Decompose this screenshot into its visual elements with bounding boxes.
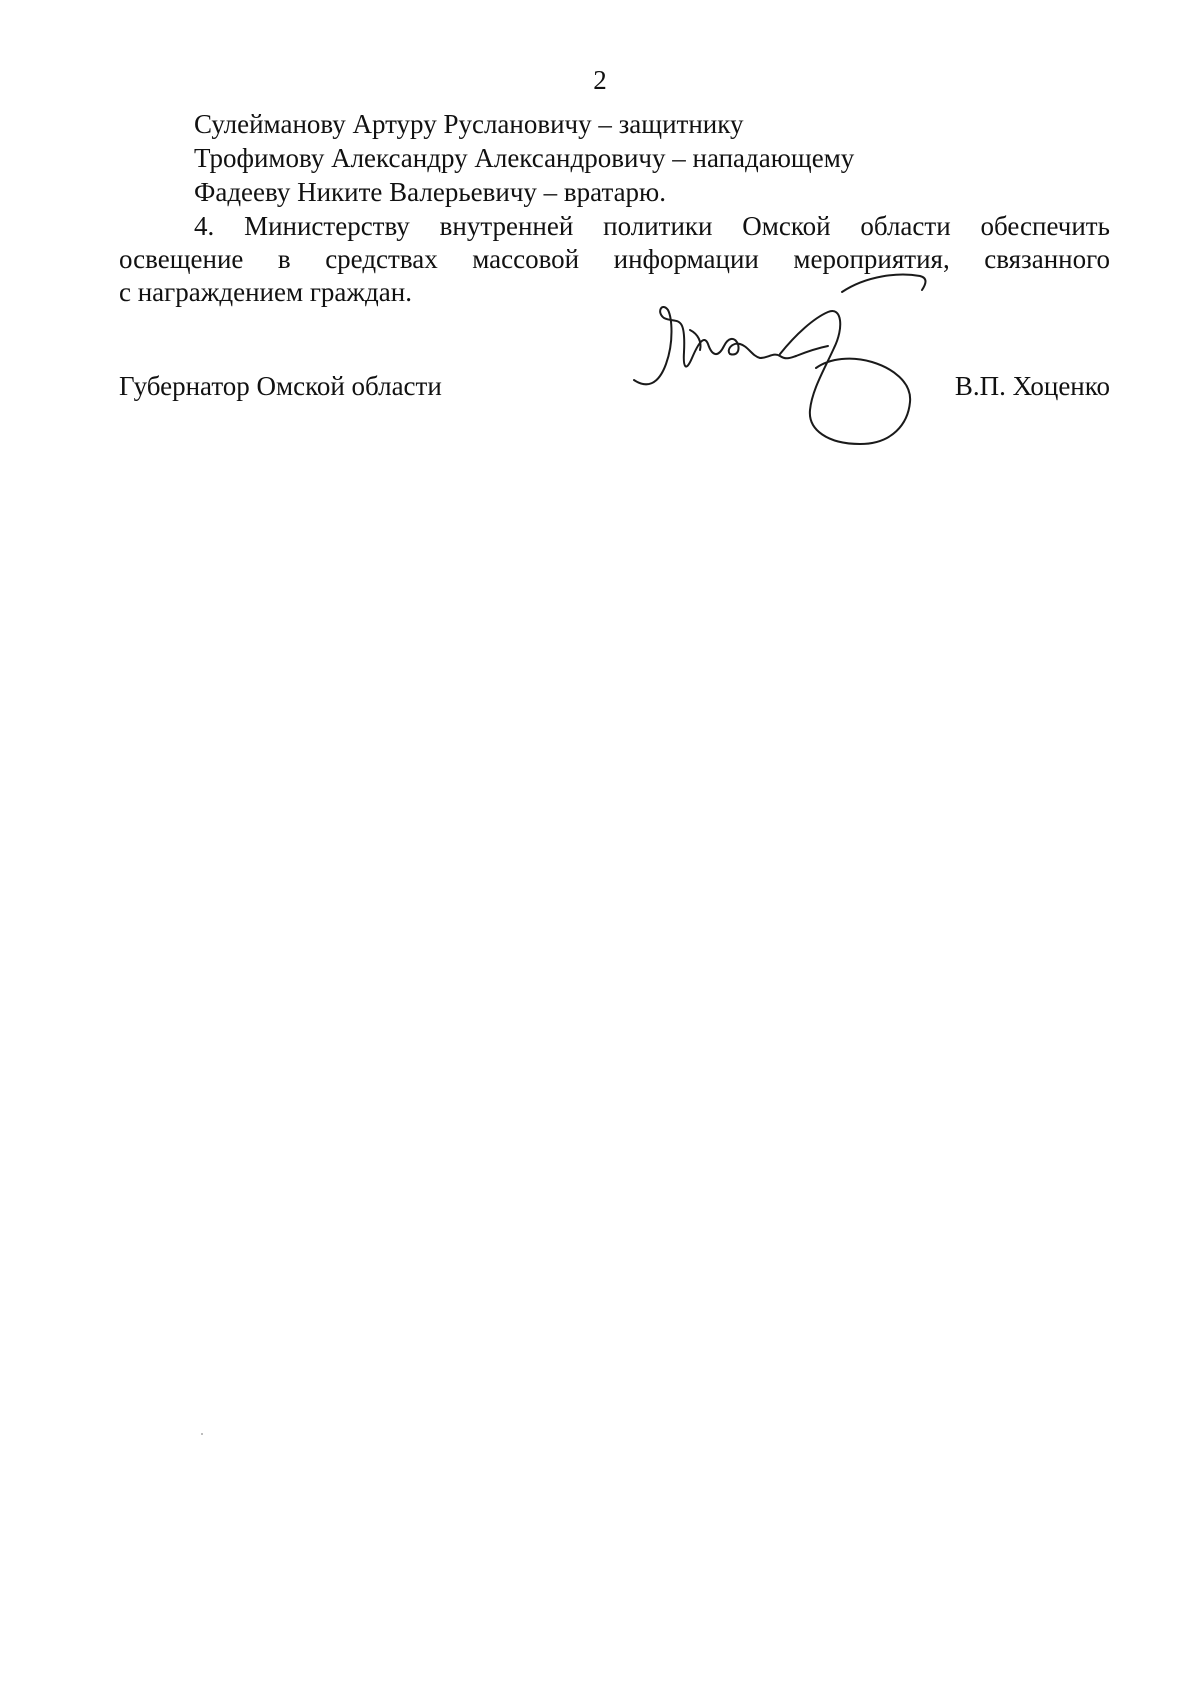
handwritten-signature [628,272,988,448]
paragraph-word: внутренней [439,211,574,241]
signature-row [119,370,1110,410]
award-line-2: Трофимову Александру Александровичу – нападающему [194,143,855,173]
paragraph-word: области [860,211,951,241]
paragraph-word: Министерству [244,211,410,241]
page-number: 2 [593,65,607,95]
scan-speck [201,1433,203,1435]
paragraph-word: в [277,244,291,274]
paragraph-word: освещение [119,244,244,274]
paragraph-word: Омской [742,211,831,241]
paragraph-word: 4. [194,211,215,241]
signer-name: В.П. Хоценко [954,371,1110,401]
paragraph-4-line-3: с награждением граждан. [119,277,412,307]
paragraph-word: обеспечить [980,211,1110,241]
paragraph-word: связанного [984,244,1110,274]
paragraph-4-line-1 [119,210,1110,242]
paragraph-word: политики [603,211,713,241]
paragraph-word: средствах [325,244,438,274]
award-line-3: Фадееву Никите Валерьевичу – вратарю. [194,177,666,207]
signer-position: Губернатор Омской области [119,371,442,401]
paragraph-word: информации [613,244,759,274]
paragraph-word: мероприятия, [793,244,950,274]
paragraph-4-line-2 [119,243,1110,275]
award-line-1: Сулейманову Артуру Руслановичу – защитнику [194,109,744,139]
paragraph-word: массовой [472,244,580,274]
